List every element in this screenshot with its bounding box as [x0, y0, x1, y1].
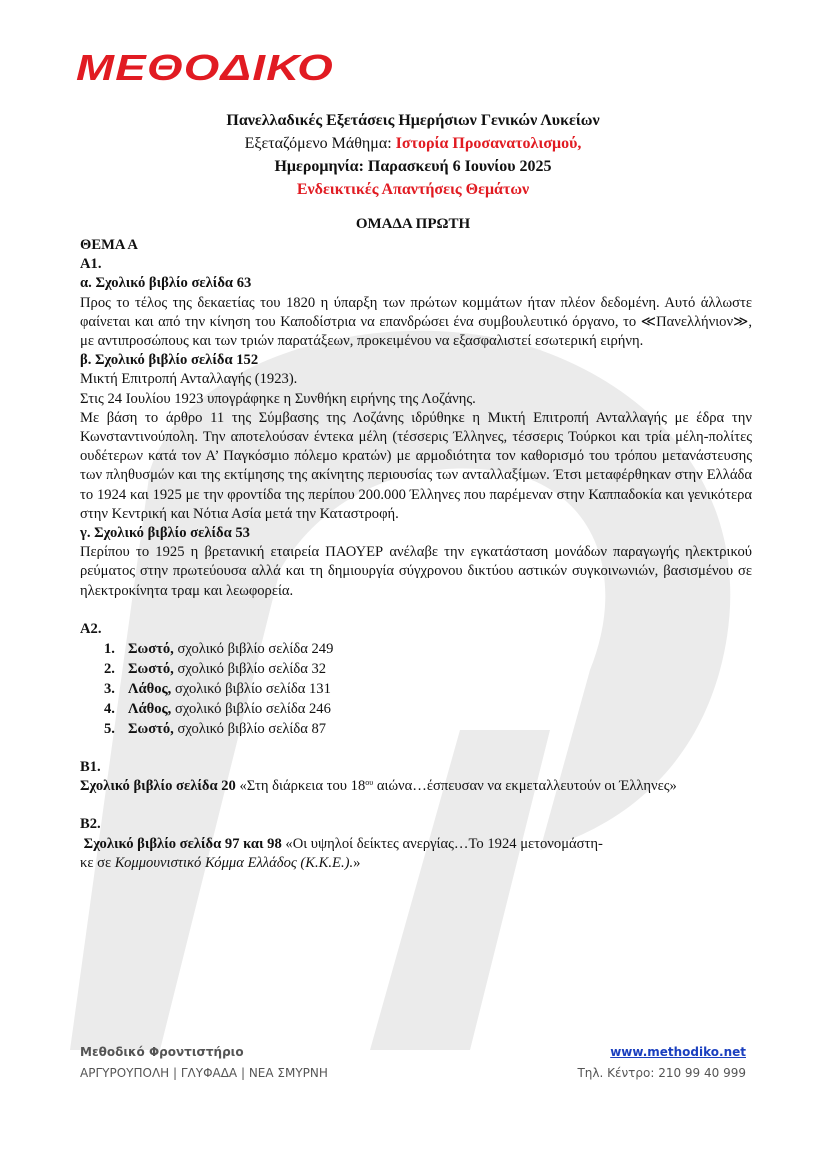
a1-label: Α1. [80, 256, 102, 273]
subject-suffix: , [577, 135, 582, 152]
a1-beta-line1: Μικτή Επιτροπή Ανταλλαγής (1923). [80, 371, 298, 388]
page-footer [80, 1042, 746, 1084]
logo-text: ΜΕΘΟΔΙΚΟ [76, 50, 334, 86]
subject-label: Εξεταζόμενο Μάθημα: [244, 135, 396, 152]
answer-ref: σχολικό βιβλίο σελίδα 32 [173, 661, 327, 678]
footer-name: Μεθοδικό Φροντιστήριο [80, 1045, 244, 1059]
answer-verdict: Λάθος, [128, 701, 172, 718]
exam-date: Ημερομηνία: Παρασκευή 6 Ιουνίου 2025 [274, 158, 552, 175]
b2-text: Σχολικό βιβλίο σελίδα 97 και 98 «Οι υψηλοί δείκτες ανεργίας…Το 1924 μετονομάστη- [83, 835, 603, 852]
answer-ref: σχολικό βιβλίο σελίδα 249 [173, 641, 334, 658]
website-link[interactable]: www.methodiko.net [610, 1045, 746, 1059]
answers-body [80, 236, 752, 873]
document-header [0, 109, 826, 201]
b2-label: Β2. [80, 816, 101, 833]
answer-verdict: Σωστό, [128, 641, 174, 658]
a2-label: Α2. [80, 620, 102, 637]
answer-verdict: Λάθος, [128, 681, 172, 698]
a1-alpha-heading: α. Σχολικό βιβλίο σελίδα 63 [80, 275, 252, 292]
thema-a-title: ΘΕΜΑ Α [80, 237, 138, 253]
methodiko-logo [76, 50, 338, 86]
a2-answer-list [80, 639, 752, 739]
b1-ref: Σχολικό βιβλίο σελίδα 20 [80, 778, 236, 795]
answer-ref: σχολικό βιβλίο σελίδα 246 [171, 701, 331, 718]
footer-branches: ΑΡΓΥΡΟΥΠΟΛΗ | ΓΛΥΦΑΔΑ | ΝΕΑ ΣΜΥΡΝΗ [80, 1066, 328, 1080]
a1-gamma-heading: γ. Σχολικό βιβλίο σελίδα 53 [80, 525, 250, 542]
a1-gamma-text: Περίπου το 1925 η βρετανική εταιρεία ΠΑΟΥΕΡ ανέλαβε την εγκατάσταση μονάδων παραγωγής ηλεκτρικού ρεύματος στην πρωτεύουσα αλλά και τη δημιουργία σύγχρονου δικτύου αστικών συγκοινωνιών, βασισμένου σε ηλεκτροκίνητα τραμ και λεωφορεία. [80, 544, 752, 599]
list-item: 2. Σωστό, σχολικό βιβλίο σελίδα 32 [104, 661, 327, 678]
answers-title: Ενδεικτικές Απαντήσεις Θεμάτων [296, 181, 530, 198]
a1-beta-heading: β. Σχολικό βιβλίο σελίδα 152 [80, 352, 259, 369]
answer-ref: σχολικό βιβλίο σελίδα 131 [171, 681, 331, 698]
list-item: 5. Σωστό, σχολικό βιβλίο σελίδα 87 [104, 721, 327, 738]
exam-title: Πανελλαδικές Εξετάσεις Ημερήσιων Γενικών Λυκείων [226, 112, 600, 129]
b2-ref: Σχολικό βιβλίο σελίδα 97 και 98 [83, 835, 282, 852]
list-item: 1. Σωστό, σχολικό βιβλίο σελίδα 249 [104, 641, 334, 658]
b1-text: Σχολικό βιβλίο σελίδα 20 «Στη διάρκεια του $18^{o\upsilon}$ αιώνα…έσπευσαν να εκμεταλλευτούν οι Έλληνες» [80, 778, 677, 795]
answer-verdict: Σωστό, [128, 661, 174, 678]
subject-line [0, 132, 826, 155]
group-title: ΟΜΑΔΑ ΠΡΩΤΗ [355, 216, 471, 232]
a1-beta-line2: Στις 24 Ιουλίου 1923 υπογράφηκε η Συνθήκη ειρήνης της Λοζάνης. [80, 390, 476, 407]
list-item: 3. Λάθος, σχολικό βιβλίο σελίδα 131 [104, 681, 331, 698]
a1-alpha-text: Προς το τέλος της δεκαετίας του 1820 η ύπαρξη των πρώτων κομμάτων ήταν πλέον δεδομένη. Αυτό άλλωστε φαίνεται και από την κίνηση του Καποδίστρια να επανδρώσει ένα συμβουλευτικό όργανο, το ≪Πανελλήνιον≫, με αντιπροσώπους και των τριών παρατάξεων, προκειμένου να εξασφαλιστεί εσωτερική ειρήνη. [80, 294, 752, 350]
footer-phone: Τηλ. Κέντρο: 210 99 40 999 [577, 1066, 746, 1080]
list-item: 4. Λάθος, σχολικό βιβλίο σελίδα 246 [104, 701, 331, 718]
answer-verdict: Σωστό, [128, 721, 174, 738]
b1-label: Β1. [80, 759, 101, 776]
b2-text-line2: κε σε Κομμουνιστικό Κόμμα Ελλάδος (Κ.Κ.Ε.).» [80, 854, 361, 871]
a1-beta-text: Με βάση το άρθρο 11 της Σύμβασης της Λοζάνης ιδρύθηκε η Μικτή Επιτροπή Ανταλλαγής με έδρα την Κωνσταντινούπολη. Την αποτελούσαν έντεκα μέλη (τέσσερις Έλληνες, τέσσερις Τούρκοι και τρία μέλη-πολίτες ουδέτερων κατά τον Α’ Παγκόσμιο πόλεμο κρατών) με αρμοδιότητα τον καθορισμό του τρόπου μετανάστευσης των πληθυσμών και της εκτίμησης της ακίνητης περιουσίας των ανταλλαξίμων. Έτσι μεταφέρθηκαν στην Ελλάδα το 1924 και 1925 με την φροντίδα της περίπου 200.000 Έλληνες που παρέμεναν στην Καππαδοκία και γενικότερα στην Κεντρική και Νότια Ασία μετά την Καταστροφή. [80, 409, 752, 522]
answer-ref: σχολικό βιβλίο σελίδα 87 [173, 721, 327, 738]
subject-value: Ιστορία Προσανατολισμού [395, 135, 578, 152]
